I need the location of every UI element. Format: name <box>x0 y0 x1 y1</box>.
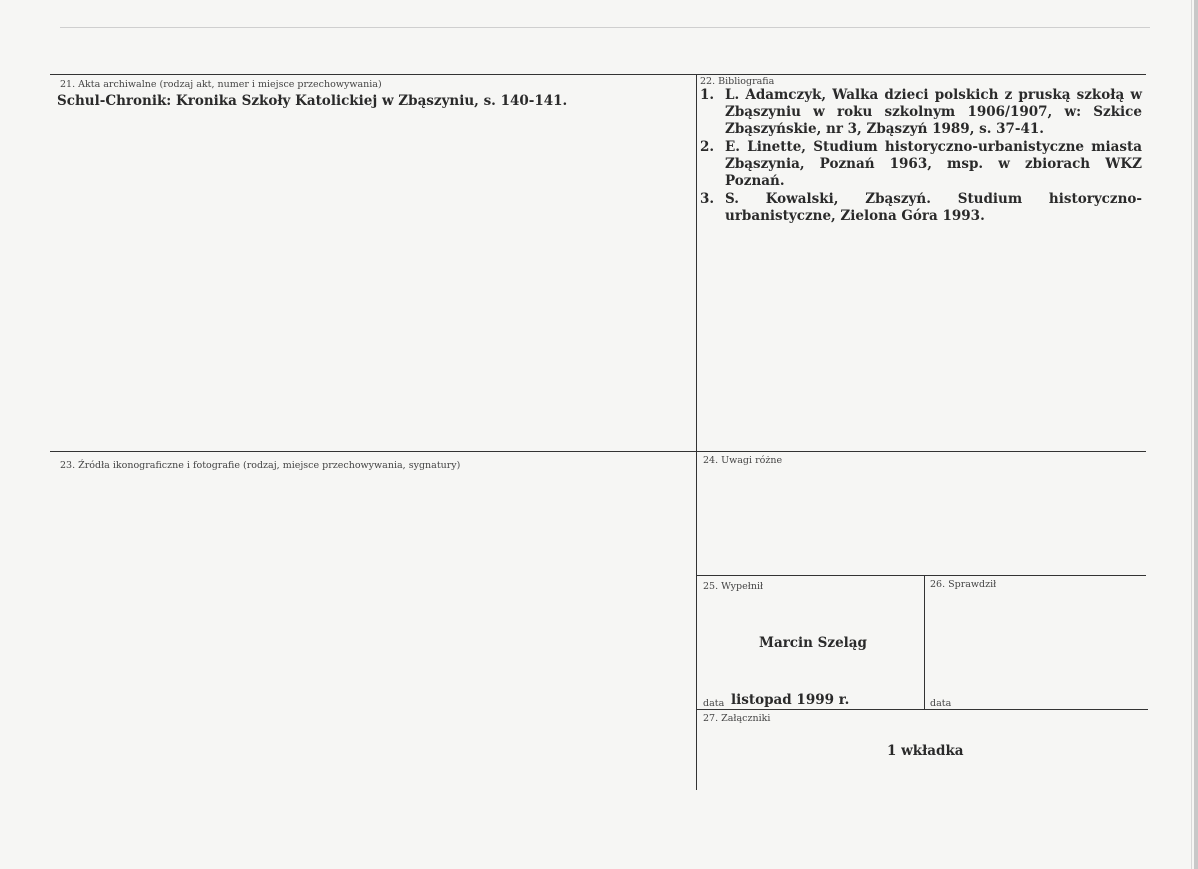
list-item-number: 1. <box>700 87 715 103</box>
field-24-label: 24. Uwagi różne <box>703 455 783 466</box>
field-23-label: 23. Źródła ikonograficzne i fotografie (rodzaj, miejsce przechowywania, sygnatury) <box>60 460 461 471</box>
paper-edge <box>1194 0 1198 869</box>
list-item <box>700 191 1142 225</box>
field-26-label: 26. Sprawdził <box>930 579 997 590</box>
field-25-label: 25. Wypełnił <box>703 581 764 592</box>
field-21-value: Schul-Chronik: Kronika Szkoły Katolickiej w Zbąszyniu, s. 140-141. <box>57 93 568 109</box>
list-item-number: 3. <box>700 191 715 207</box>
field-21-label: 21. Akta archiwalne (rodzaj akt, numer i miejsce przechowywania) <box>60 79 382 90</box>
list-item-number: 2. <box>700 139 715 155</box>
signature-bottom-rule <box>697 709 1148 710</box>
field-25-value: Marcin Szeląg <box>759 635 867 651</box>
center-divider <box>696 74 697 790</box>
bibliography-list <box>700 87 1142 226</box>
field-27-label: 27. Załączniki <box>703 713 771 724</box>
list-item-text: E. Linette, Studium historyczno-urbanistyczne miasta Zbąszynia, Poznań 1963, msp. w zbiorach WKZ Poznań. <box>725 139 1142 189</box>
field-22-label: 22. Bibliografia <box>700 76 775 87</box>
field-25-date-label: data <box>703 698 725 709</box>
field-25-date-value: listopad 1999 r. <box>731 692 850 708</box>
list-item-text: L. Adamczyk, Walka dzieci polskich z pruską szkołą w Zbąszyniu w roku szkolnym 1906/1907, w: Szkice Zbąszyńskie, nr 3, Zbąszyń 1989, s. 37-41. <box>725 87 1142 137</box>
signature-divider <box>924 575 925 709</box>
list-item <box>700 139 1142 190</box>
list-item <box>700 87 1142 138</box>
paper-edge-line <box>1191 0 1192 869</box>
uwagi-bottom-rule <box>697 575 1146 576</box>
middle-rule <box>50 451 1146 452</box>
field-26-date-label: data <box>930 698 952 709</box>
header-faint-line <box>60 27 1150 28</box>
top-rule <box>50 74 1146 75</box>
list-item-text: S. Kowalski, Zbąszyń. Studium historyczno-urbanistyczne, Zielona Góra 1993. <box>725 191 1142 224</box>
field-27-value: 1 wkładka <box>887 743 964 759</box>
